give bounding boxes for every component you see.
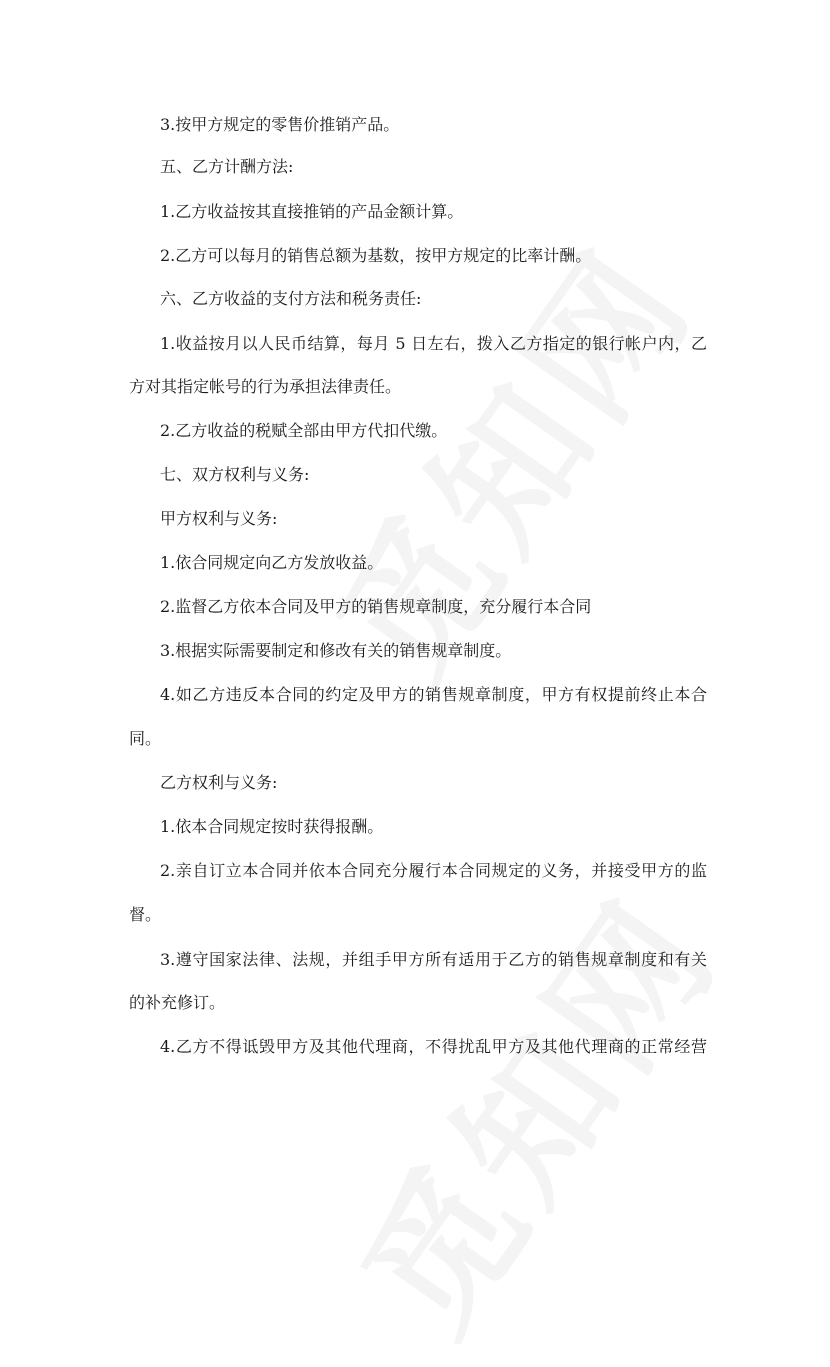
paragraph-line: 方对其指定帐号的行为承担法律责任。 [129, 377, 402, 396]
paragraph-line: 督。 [129, 905, 162, 924]
paragraph-line: 3.遵守国家法律、法规，并组手甲方所有适用于乙方的销售规章制度和有关 [160, 950, 707, 969]
paragraph-line: 2.乙方收益的税赋全部由甲方代扣代缴。 [160, 421, 448, 440]
paragraph-line: 3.根据实际需要制定和修改有关的销售规章制度。 [160, 641, 512, 660]
section-heading: 五、乙方计酬方法: [160, 157, 294, 176]
watermark [304, 849, 756, 1366]
section-heading: 七、双方权利与义务: [160, 465, 310, 484]
subsection-heading: 乙方权利与义务: [160, 773, 278, 792]
paragraph-line: 1.依合同规定向乙方发放收益。 [160, 553, 384, 572]
paragraph-line: 1.乙方收益按其直接推销的产品金额计算。 [160, 202, 464, 221]
paragraph-line: 同。 [129, 729, 162, 748]
paragraph-line: 2.乙方可以每月的销售总额为基数，按甲方规定的比率计酬。 [160, 246, 592, 265]
paragraph-line: 4.如乙方违反本合同的约定及甲方的销售规章制度，甲方有权提前终止本合 [160, 685, 707, 704]
section-heading: 六、乙方收益的支付方法和税务责任: [160, 289, 422, 308]
watermark [279, 199, 731, 716]
paragraph-line: 1.依本合同规定按时获得报酬。 [160, 817, 384, 836]
paragraph-line: 2.监督乙方依本合同及甲方的销售规章制度，充分履行本合同 [160, 597, 592, 616]
paragraph-line: 1.收益按月以人民币结算，每月 5 日左右，拨入乙方指定的银行帐户内，乙 [160, 334, 707, 353]
paragraph-line: 的补充修订。 [129, 993, 226, 1012]
subsection-heading: 甲方权利与义务: [160, 509, 278, 528]
paragraph-line: 2.亲自订立本合同并依本合同充分履行本合同规定的义务，并接受甲方的监 [160, 861, 707, 880]
paragraph-line: 4.乙方不得诋毁甲方及其他代理商，不得扰乱甲方及其他代理商的正常经营 [160, 1037, 707, 1056]
paragraph-line: 3.按甲方规定的零售价推销产品。 [160, 115, 400, 134]
